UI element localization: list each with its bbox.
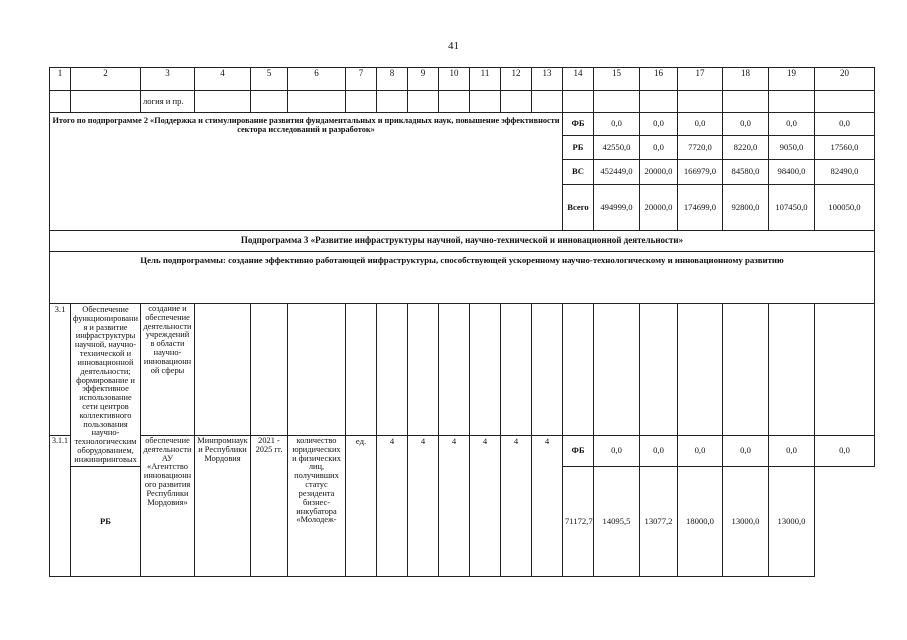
col-header: 15	[594, 68, 640, 91]
col-header: 4	[195, 68, 251, 91]
col-header: 12	[501, 68, 532, 91]
value-cell: 0,0	[640, 136, 678, 160]
task-description: обеспечение деятельности АУ «Агентство инновационного развития Республики Мордовия»	[141, 436, 195, 577]
value-cell: 84580,0	[723, 160, 769, 185]
source-label: ФБ	[563, 113, 594, 136]
col-header: 7	[346, 68, 377, 91]
value-cell: 0,0	[723, 113, 769, 136]
value-cell: 0,0	[815, 436, 875, 467]
col-header: 1	[50, 68, 71, 91]
value-cell: 82490,0	[815, 160, 875, 185]
value-cell: 452449,0	[594, 160, 640, 185]
col-header: 18	[723, 68, 769, 91]
col-header: 9	[408, 68, 439, 91]
target-value: 4	[501, 436, 532, 577]
activity-name: Обеспечение функционирования и развитие инфраструктуры научной, научно-технической и инновационной деятельности; формирование и эффективное использование сети центров коллективного пользования научно-технологическим оборудованием, инжиниринговых	[71, 304, 141, 467]
value-cell: 71172,7	[563, 466, 594, 576]
indicator: количество юридических и физических лиц, получивших статус резидента бизнес-инкубатора «Молодеж-	[288, 436, 346, 577]
value-cell: 13000,0	[769, 466, 815, 576]
value-cell: 0,0	[678, 436, 723, 467]
value-cell: 166979,0	[678, 160, 723, 185]
target-value: 4	[439, 436, 470, 577]
source-label: Всего	[563, 185, 594, 231]
col-header: 13	[532, 68, 563, 91]
value-cell: 107450,0	[769, 185, 815, 231]
value-cell: 92800,0	[723, 185, 769, 231]
source-label: ВС	[563, 160, 594, 185]
value-cell: 42550,0	[594, 136, 640, 160]
subprogram-title-row	[50, 231, 875, 252]
col-header: 10	[439, 68, 470, 91]
value-cell: 13077,2	[640, 466, 678, 576]
col-header: 16	[640, 68, 678, 91]
value-cell: 0,0	[678, 113, 723, 136]
target-value: 4	[470, 436, 501, 577]
value-cell: 14095,5	[594, 466, 640, 576]
col-header: 19	[769, 68, 815, 91]
col-header: 3	[141, 68, 195, 91]
source-label: РБ	[563, 136, 594, 160]
period: 2021 - 2025 гг.	[251, 436, 288, 577]
value-cell: 17560,0	[815, 136, 875, 160]
target-value: 4	[377, 436, 408, 577]
value-cell: 0,0	[594, 436, 640, 467]
value-cell: 494999,0	[594, 185, 640, 231]
value-cell: 0,0	[769, 113, 815, 136]
task-description: создание и обеспечение деятельности учреждений в области научно-инновационной сферы	[141, 304, 195, 436]
value-cell: 0,0	[594, 113, 640, 136]
subtotal-row-fb	[50, 113, 875, 136]
page-number: 41	[448, 40, 459, 52]
value-cell: 0,0	[723, 436, 769, 467]
row-number: 3.1.1	[50, 436, 71, 577]
row-number: 3.1	[50, 304, 71, 436]
continued-text: логия и пр.	[141, 91, 195, 113]
col-header: 5	[251, 68, 288, 91]
value-cell: 7720,0	[678, 136, 723, 160]
column-number-row	[50, 68, 875, 91]
unit: ед.	[346, 436, 377, 577]
subtotal-title: Итого по подпрограмме 2 «Поддержка и стимулирование развития фундаментальных и прикладных наук, повышение эффективности сектора исследований и разработок»	[50, 113, 563, 231]
value-cell: 9050,0	[769, 136, 815, 160]
value-cell: 174699,0	[678, 185, 723, 231]
value-cell: 0,0	[815, 113, 875, 136]
executor: Минпромнауки Республики Мордовия	[195, 436, 251, 577]
value-cell: 0,0	[640, 113, 678, 136]
value-cell: 8220,0	[723, 136, 769, 160]
source-label: РБ	[71, 466, 141, 576]
subprogram-goal-row	[50, 252, 875, 304]
target-value: 4	[532, 436, 563, 577]
target-value: 4	[408, 436, 439, 577]
value-cell: 100050,0	[815, 185, 875, 231]
value-cell: 20000,0	[640, 160, 678, 185]
row-3-1-1-fb	[50, 436, 875, 467]
subprogram-goal: Цель подпрограммы: создание эффективно работающей инфраструктуры, способствующей ускоренному научно-технологическому и инновационному развитию	[50, 252, 875, 304]
value-cell: 20000,0	[640, 185, 678, 231]
value-cell: 98400,0	[769, 160, 815, 185]
value-cell: 0,0	[769, 436, 815, 467]
source-label: ФБ	[563, 436, 594, 467]
col-header: 11	[470, 68, 501, 91]
value-cell: 18000,0	[678, 466, 723, 576]
budget-table	[49, 67, 875, 577]
col-header: 8	[377, 68, 408, 91]
value-cell: 13000,0	[723, 466, 769, 576]
value-cell: 0,0	[640, 436, 678, 467]
continuation-row	[50, 91, 875, 113]
row-3-1	[50, 304, 875, 436]
col-header: 6	[288, 68, 346, 91]
subprogram-title: Подпрограмма 3 «Развитие инфраструктуры научной, научно-технической и инновационной деятельности»	[50, 231, 875, 252]
col-header: 14	[563, 68, 594, 91]
col-header: 2	[71, 68, 141, 91]
col-header: 17	[678, 68, 723, 91]
col-header: 20	[815, 68, 875, 91]
